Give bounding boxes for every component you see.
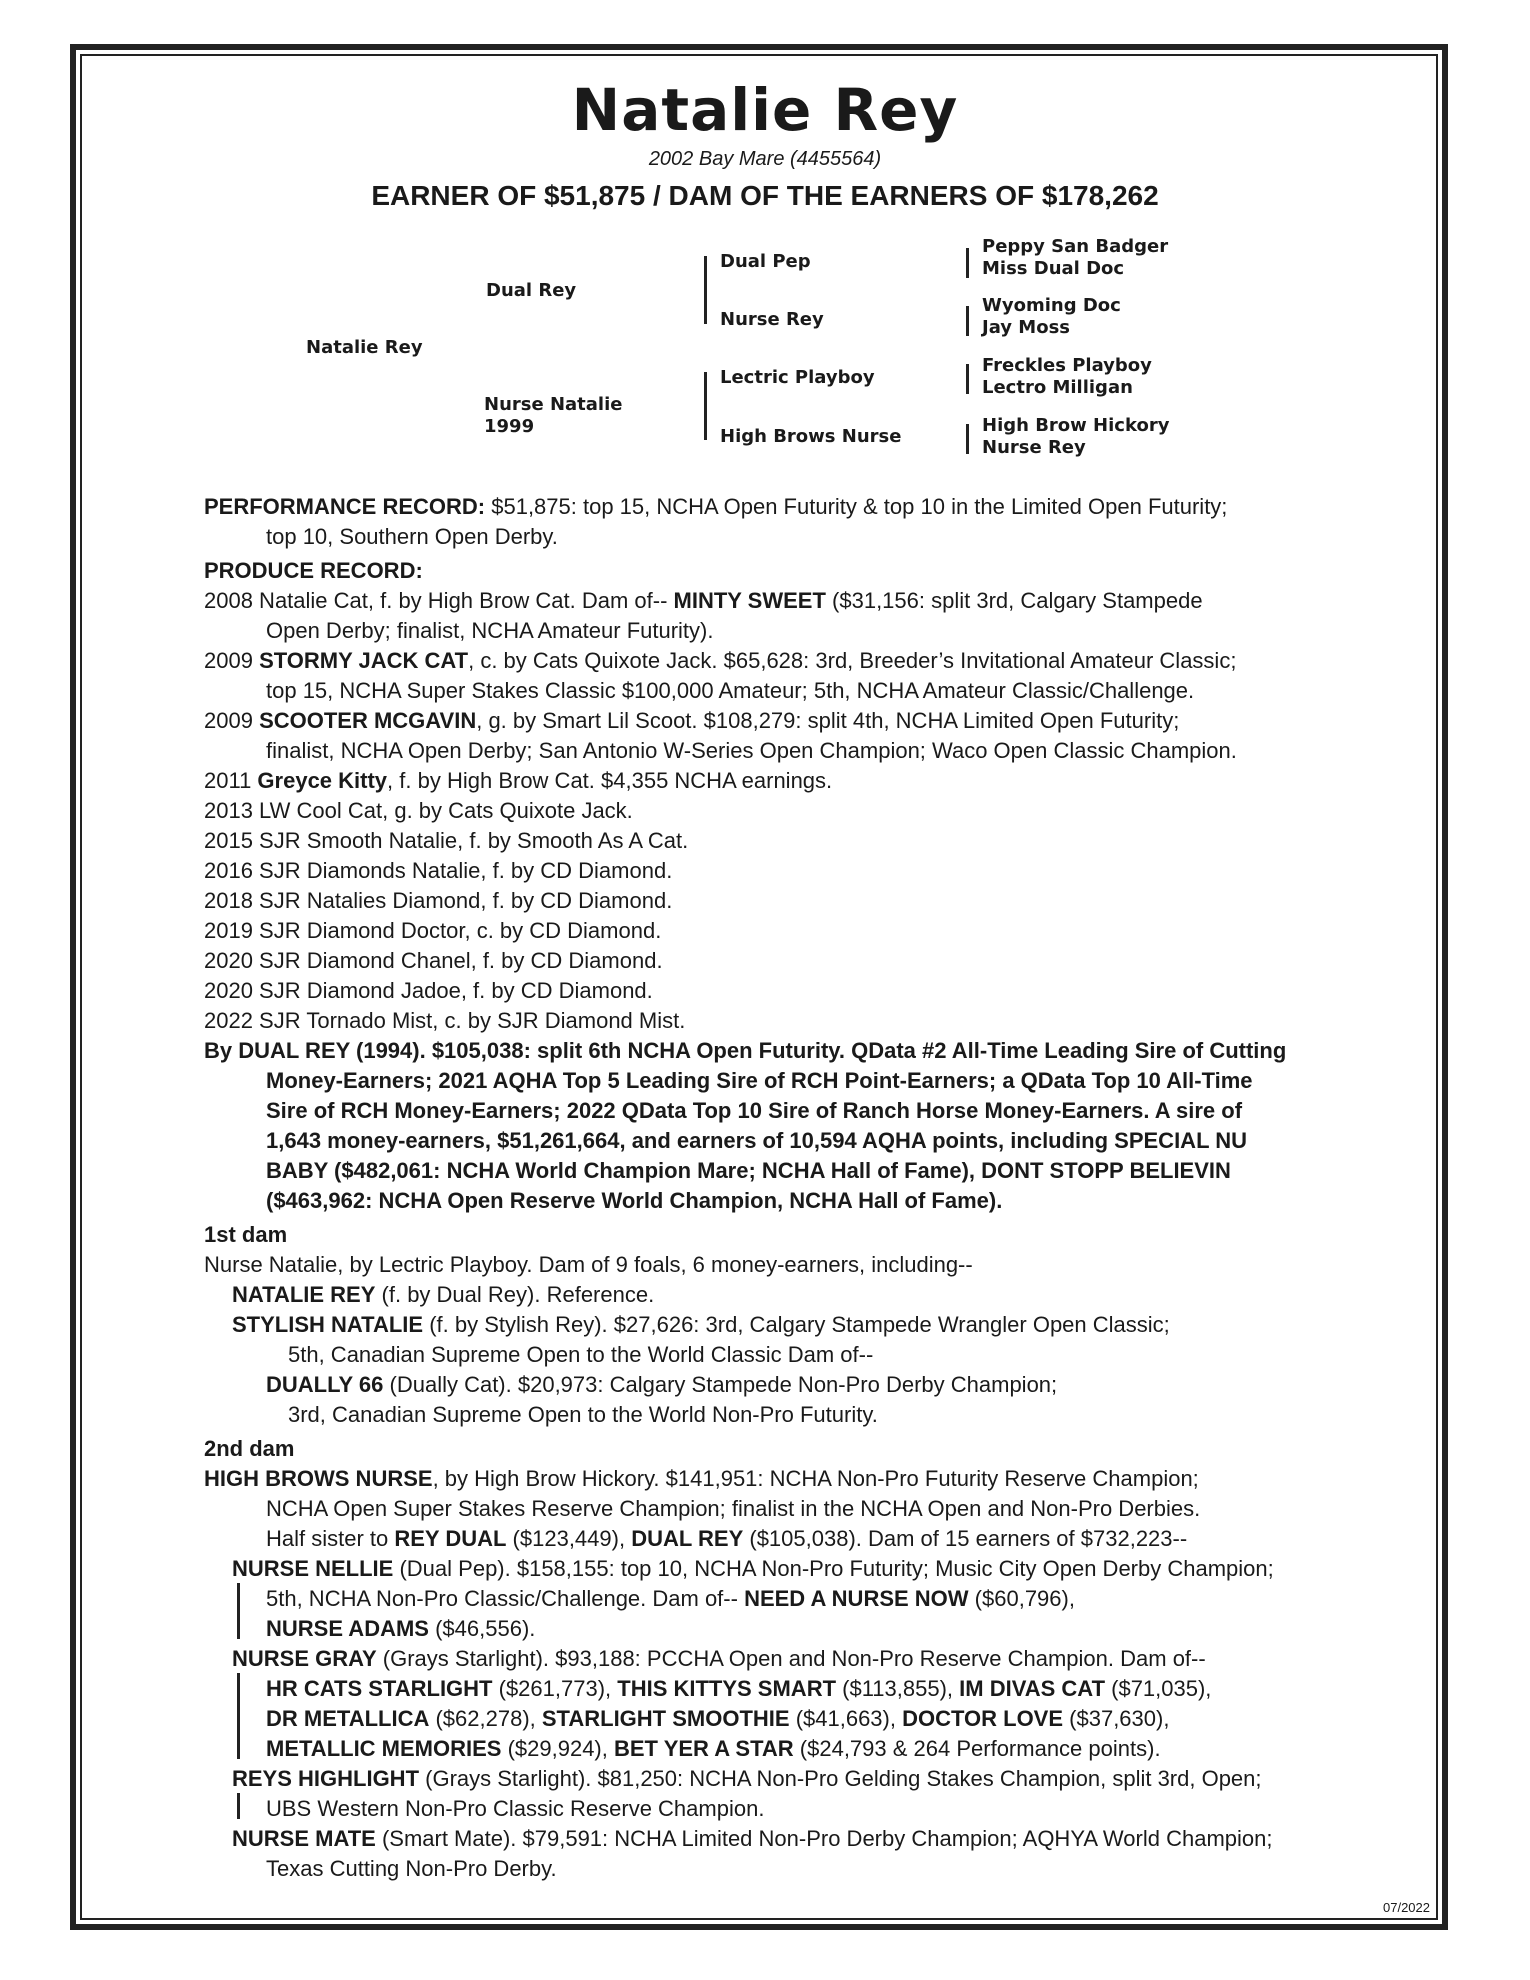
- pedigree-bracket-ds: [966, 364, 969, 394]
- pedigree-sire-sire: Dual Pep: [720, 251, 811, 272]
- horse-subtitle: 2002 Bay Mare (4455564): [648, 148, 882, 170]
- produce-row: 2020 SJR Diamond Jadoe, f. by CD Diamond.: [204, 978, 653, 1003]
- pedigree-sire-dam: Nurse Rey: [720, 309, 824, 330]
- pedigree-bracket-dam: [704, 372, 707, 440]
- first-dam-intro: Nurse Natalie, by Lectric Playboy. Dam of 9 foals, 6 money-earners, including--: [204, 1252, 973, 1277]
- first-dam-offspring: NATALIE REY (f. by Dual Rey). Reference.: [232, 1282, 655, 1307]
- pedigree-dam-sire: Lectric Playboy: [720, 367, 875, 388]
- produce-row: 2018 SJR Natalies Diamond, f. by CD Diamond.: [204, 888, 673, 913]
- second-dam-offspring: NURSE GRAY (Grays Starlight). $93,188: PCCHA Open and Non-Pro Reserve Champion. Dam of--: [232, 1646, 1206, 1671]
- second-dam-intro: HIGH BROWS NURSE, by High Brow Hickory. $141,951: NCHA Non-Pro Futurity Reserve Champion;: [204, 1466, 1199, 1491]
- produce-row: 2020 SJR Diamond Chanel, f. by CD Diamond.: [204, 948, 663, 973]
- second-dam-offspring: REYS HIGHLIGHT (Grays Starlight). $81,250: NCHA Non-Pro Gelding Stakes Champion, split 3rd, Open;: [232, 1766, 1262, 1791]
- pedigree-horse: Natalie Rey: [306, 337, 423, 358]
- pedigree-dd-parents: High Brow Hickory Nurse Rey: [982, 415, 1170, 458]
- first-dam-heading: 1st dam: [204, 1222, 288, 1247]
- produce-row: 2013 LW Cool Cat, g. by Cats Quixote Jack.: [204, 798, 633, 823]
- earner-summary: EARNER OF $51,875 / DAM OF THE EARNERS OF $178,262: [371, 180, 1159, 211]
- pedigree-ds-parents: Freckles Playboy Lectro Milligan: [982, 355, 1152, 398]
- body-text: PERFORMANCE RECORD: $51,875: top 15, NCHA Open Futurity & top 10 in the Limited Open Futurity; top 10, Southern Open Derby. PRODUCE RECORD: 2008 Natalie Cat, f. by High Brow Cat. Dam of-- MINTY SWEET ($31,156: split 3rd, Calgary Stampede Open Derby; finalist, NCHA Amateur Futurity). 2009 STORMY JACK CAT, c. by Cats Quixote Jack. $65,628: 3rd, Breeder’s Invitational Amateur Classic; top 15, NCHA Super Stakes Classic $100,000 Amateur; 5th, NCHA Amateur Classic/Challenge. 2009 SCOOTER MCGAVIN, g. by Smart Lil Scoot. $108,279: split 4th, NCHA Limited Open Futurity; finalist, NCHA Open Derby; San Antonio W-Series Open Champion; Waco Open Classic Champion. 2011 Greyce Kitty, f. by High Brow Cat. $4,355 NCHA earnings. 2013 LW Cool Cat, g. by Cats Quixote Jack. 2015 SJR Smooth Natalie, f. by Smooth As A Cat. 2016 SJR Diamonds Natalie, f. by CD Diamond. 2018 SJR Natalies Diamond, f. by CD Diamond. 2019 SJR Diamond Doctor, c. by CD Diamond. 2020 SJR Diamond Chanel, f. by CD Diamond. 2020 SJR Diamond Jadoe, f. by CD Diamond. 2022 SJR Tornado Mist, c. by SJR Diamond Mist. By DUAL REY (1994). $105,038: split 6th NCHA Open Futurity. QData #2 All-Time Leading Sire of Cutting Money-Earners; 2021 AQHA Top 5 Leading Sire of RCH Point-Earners; a QData Top 10 All-Time Sire of RCH Money-Earners; 2022 QData Top 10 Sire of Ranch Horse Money-Earners. A sire of 1,643 money-earners, $51,261,664, and earners of 10,594 AQHA points, including SPECIAL NU BABY ($482,061: NCHA World Champion Mare; NCHA Hall of Fame), DONT STOPP BELIEVIN ($463,962: NCHA Open Reserve World Champion, NCHA Hall of Fame). 1st dam Nurse Natalie, by Lectric Playboy. Dam of 9 foals, 6 money-earners, including-- NATALIE REY (f. by Dual Rey). Reference. STYLISH NATALIE (f. by Stylish Rey). $27,626: 3rd, Calgary Stampede Wrangler Open Classic; 5th, Canadian Supreme Open to the World Classic Dam of-- DUALLY 66 (Dually Cat). $20,973: Calgary Stampede Non-Pro Derby Champion; 3rd, Canadian Supreme Open to the World Non-Pro Futurity. 2nd dam HIGH BROWS NURSE, by High Brow Hickory. $141,951: NCHA Non-Pro Futurity Reserve Champion; NCHA Open Super Stakes Reserve Champion; finalist in the NCHA Open and Non-Pro Derbies. Half sister to REY DUAL ($123,449), DUAL REY ($105,038). Dam of 15 earners of $732,223-- NURSE NELLIE (Dual Pep). $158,155: top 10, NCHA Non-Pro Futurity; Music City Open Derby Champion; 5th, NCHA Non-Pro Classic/Challenge. Dam of-- NEED A NURSE NOW ($60,796), NURSE ADAMS ($46,556). NURSE GRAY (Grays Starlight). $93,188: PCCHA Open and Non-Pro Reserve Champion. Dam of-- HR CATS STARLIGHT ($261,773), THIS KITTYS SMART ($113,855), IM DIVAS CAT ($71,035), DR METALLICA ($62,278), STARLIGHT SMOOTHIE ($41,663), DOCTOR LOVE ($37,630), METALLIC MEMORIES ($29,924), BET YER A STAR ($24,793 & 264 Performance points). REYS HIGHLIGHT (Grays Starlight). $81,250: NCHA Non-Pro Gelding Stakes Champion, split 3rd, Open; UBS Western Non-Pro Classic Reserve Champion. NURSE MATE (Smart Mate). $79,591: NCHA Limited Non-Pro Derby Champion; AQHYA World Champion; Texas Cutting Non-Pro Derby.: [204, 492, 1404, 1884]
- pedigree-ss-parents: Peppy San Badger Miss Dual Doc: [982, 236, 1169, 279]
- second-dam-offspring: NURSE MATE (Smart Mate). $79,591: NCHA Limited Non-Pro Derby Champion; AQHYA World Champion;: [232, 1826, 1273, 1851]
- horse-name-title: Natalie Rey: [571, 76, 959, 144]
- produce-row: 2009 SCOOTER MCGAVIN, g. by Smart Lil Scoot. $108,279: split 4th, NCHA Limited Open Futurity;: [204, 708, 1180, 733]
- second-dam-heading: 2nd dam: [204, 1436, 295, 1461]
- produce-row: 2015 SJR Smooth Natalie, f. by Smooth As A Cat.: [204, 828, 689, 853]
- sire-note: By DUAL REY (1994). $105,038: split 6th NCHA Open Futurity. QData #2 All-Time Leading Sire of Cutting Money-Earners; 2021 AQHA Top 5 Leading Sire of RCH Point-Earners; a QData Top 10 All-Time Sire of RCH Money-Earners; 2022 QData Top 10 Sire of Ranch Horse Money-Earners. A sire of 1,643 money-earners, $51,261,664, and earners of 10,594 AQHA points, including SPECIAL NU BABY ($482,061: NCHA World Champion Mare; NCHA Hall of Fame), DONT STOPP BELIEVIN ($463,962: NCHA Open Reserve World Champion, NCHA Hall of Fame).: [204, 1038, 1287, 1213]
- pedigree-sire: Dual Rey: [486, 280, 577, 301]
- first-dam-grandoffspring: DUALLY 66 (Dually Cat). $20,973: Calgary Stampede Non-Pro Derby Champion;: [266, 1372, 1058, 1397]
- produce-row: 2019 SJR Diamond Doctor, c. by CD Diamond.: [204, 918, 662, 943]
- produce-record-heading: PRODUCE RECORD:: [204, 558, 423, 583]
- pedigree-dam: Nurse Natalie 1999: [484, 394, 623, 437]
- performance-record: PERFORMANCE RECORD: $51,875: top 15, NCHA Open Futurity & top 10 in the Limited Open Futurity;: [204, 494, 1228, 519]
- pedigree-bracket-ss: [966, 248, 969, 278]
- produce-row: 2016 SJR Diamonds Natalie, f. by CD Diamond.: [204, 858, 673, 883]
- pedigree-bracket-dd: [966, 424, 969, 454]
- pedigree-bracket-sire: [704, 256, 707, 324]
- pedigree-bracket-sd: [966, 306, 969, 336]
- pedigree-dam-dam: High Brows Nurse: [720, 426, 902, 447]
- produce-row: 2009 STORMY JACK CAT, c. by Cats Quixote Jack. $65,628: 3rd, Breeder’s Invitational Amateur Classic;: [204, 648, 1237, 673]
- produce-row: 2011 Greyce Kitty, f. by High Brow Cat. $4,355 NCHA earnings.: [204, 768, 833, 793]
- second-dam-offspring: NURSE NELLIE (Dual Pep). $158,155: top 10, NCHA Non-Pro Futurity; Music City Open Derby Champion;: [232, 1556, 1274, 1581]
- pedigree-sd-parents: Wyoming Doc Jay Moss: [982, 295, 1121, 338]
- produce-row: 2022 SJR Tornado Mist, c. by SJR Diamond Mist.: [204, 1008, 686, 1033]
- footer-date: 07/2022: [1383, 1900, 1430, 1915]
- first-dam-offspring: STYLISH NATALIE (f. by Stylish Rey). $27,626: 3rd, Calgary Stampede Wrangler Open Classic;: [232, 1312, 1170, 1337]
- produce-row: 2008 Natalie Cat, f. by High Brow Cat. Dam of-- MINTY SWEET ($31,156: split 3rd, Calgary Stampede: [204, 588, 1203, 613]
